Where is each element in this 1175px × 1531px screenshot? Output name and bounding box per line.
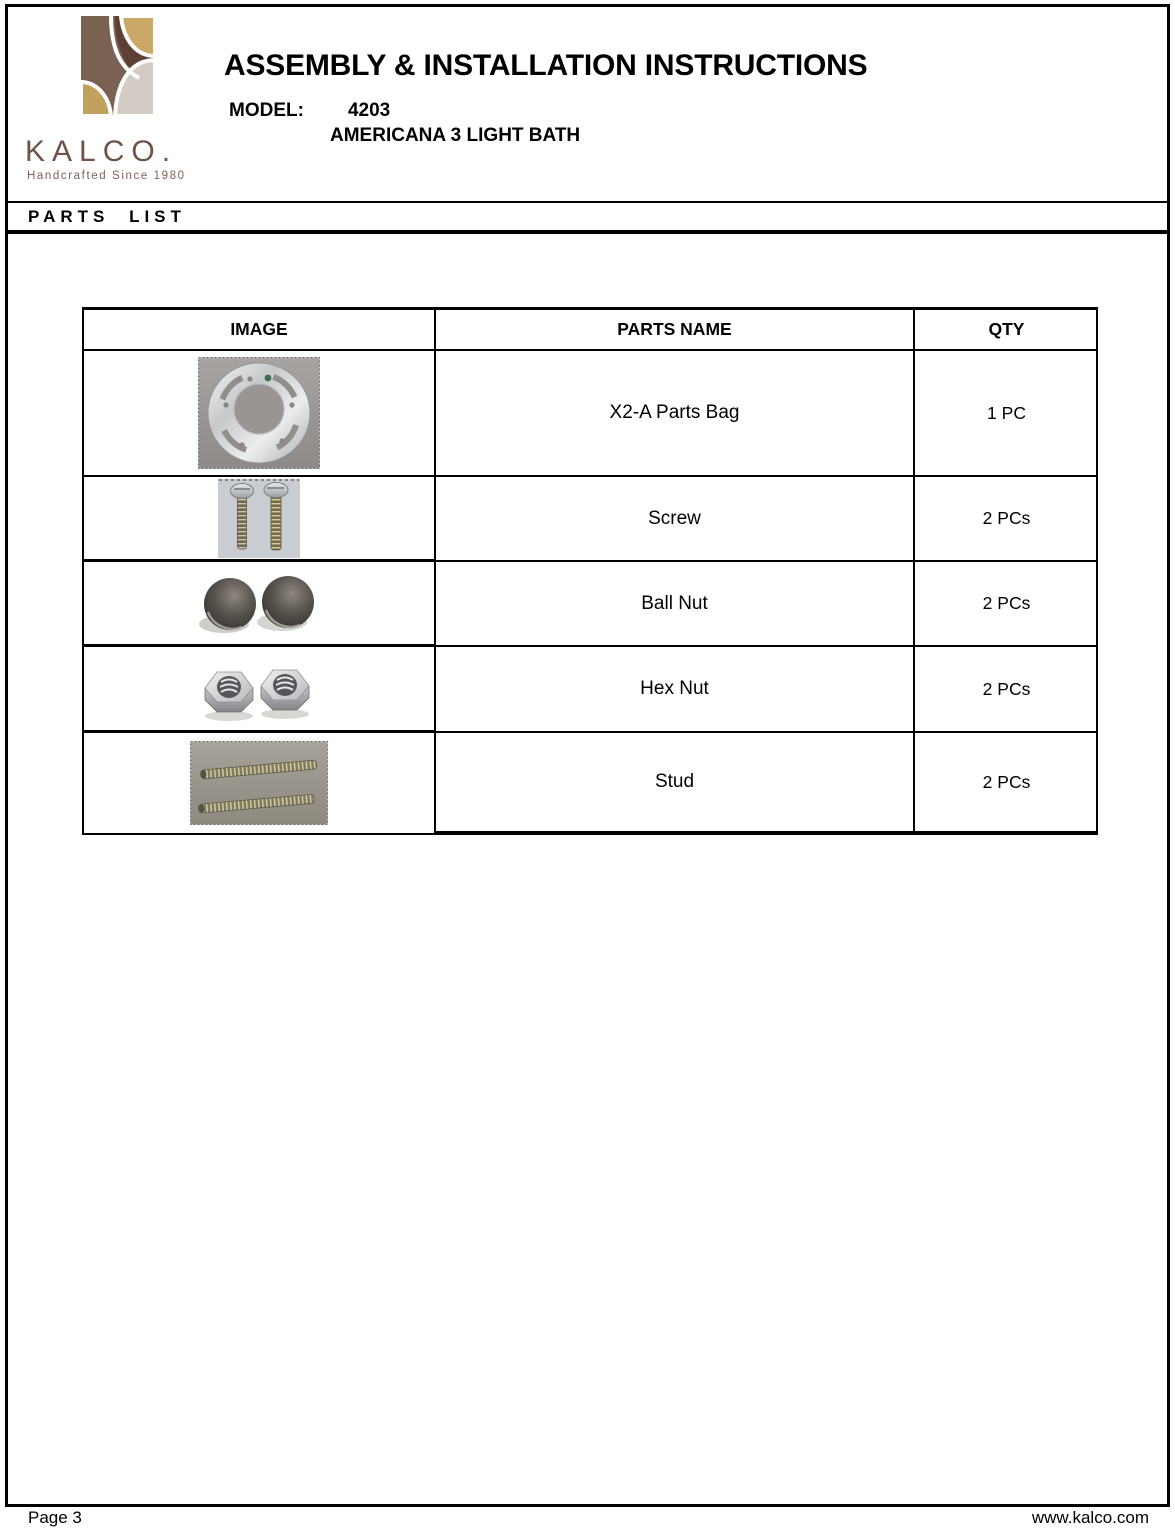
ball-nuts-photo (84, 562, 436, 647)
website-url: www.kalco.com (1031, 1508, 1149, 1527)
page-number: Page 3 (28, 1508, 82, 1527)
part-qty: 2 PCs (915, 647, 1098, 733)
part-qty: 2 PCs (915, 733, 1098, 833)
hex-nut-left (205, 672, 253, 721)
part-name: Hex Nut (436, 647, 915, 733)
brand-tagline: Handcrafted Since 1980 (27, 170, 186, 182)
page-border-box (5, 4, 1170, 1507)
studs-image (190, 741, 328, 825)
hex-nuts-image (199, 654, 319, 724)
part-qty: 2 PCs (915, 562, 1098, 647)
section-title: PARTS LIST (28, 206, 186, 226)
section-header (8, 201, 1167, 234)
hex-nut-right (261, 670, 309, 719)
part-name: X2-A Parts Bag (436, 351, 915, 477)
brand-name: KALCO. (25, 135, 178, 168)
part-name: Ball Nut (436, 562, 915, 647)
mounting-plate-image (198, 357, 320, 469)
part-name: Screw (436, 477, 915, 562)
screws-photo (84, 477, 436, 562)
hex-nuts-photo (84, 647, 436, 733)
part-qty: 1 PC (915, 351, 1098, 477)
kalco-logo-icon (81, 16, 155, 116)
column-header-parts-name: PARTS NAME (436, 310, 915, 351)
column-header-qty: QTY (915, 310, 1098, 351)
model-number: 4203 (347, 100, 391, 121)
document-title: ASSEMBLY & INSTALLATION INSTRUCTIONS (224, 49, 868, 82)
model-label: MODEL: (229, 100, 304, 121)
parts-table (82, 307, 1098, 835)
model-name: AMERICANA 3 LIGHT BATH (330, 125, 581, 146)
part-qty: 2 PCs (915, 477, 1098, 562)
screws-image (218, 479, 300, 558)
model-row (229, 100, 390, 122)
column-header-image: IMAGE (84, 310, 436, 351)
mounting-plate-photo (84, 351, 436, 477)
part-name: Stud (436, 733, 915, 833)
studs-photo (84, 733, 436, 833)
ball-nuts-image (196, 566, 322, 640)
